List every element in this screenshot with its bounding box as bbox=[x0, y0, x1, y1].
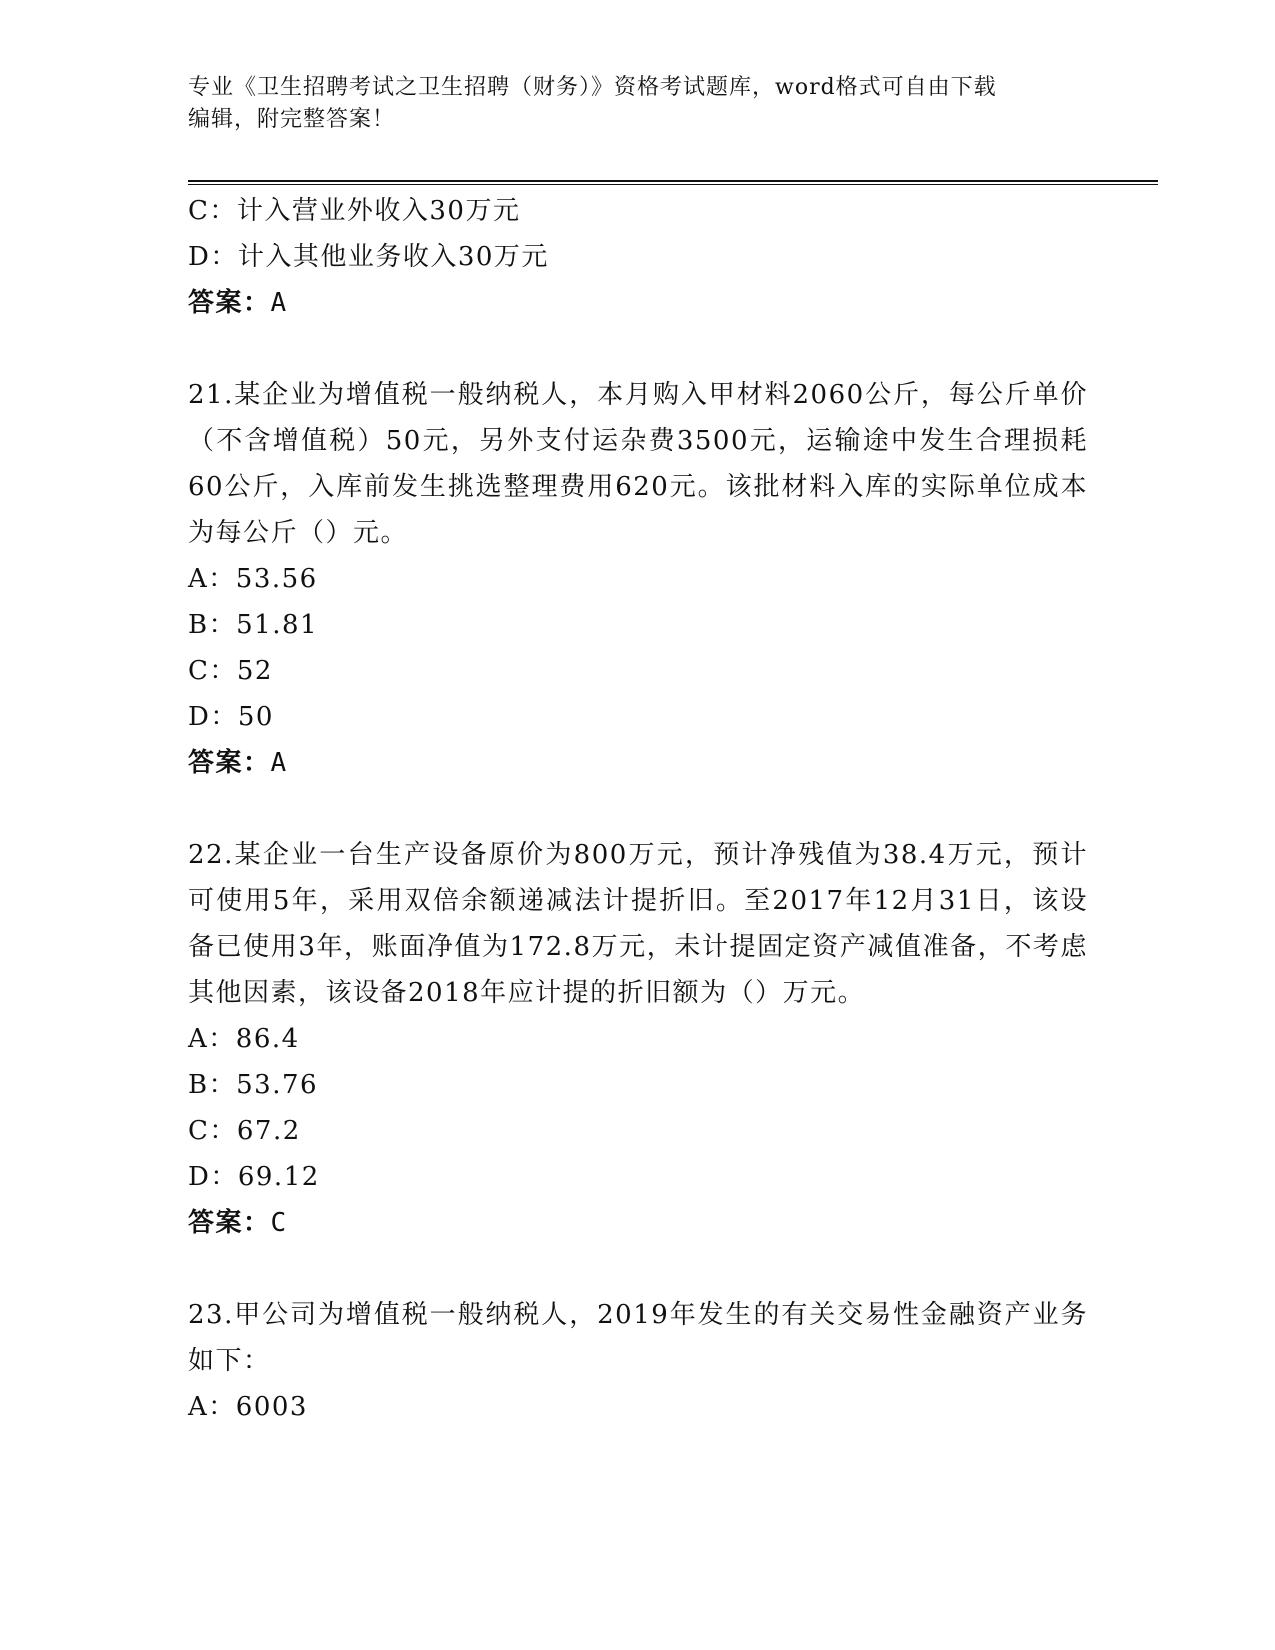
option-b: B：51.81 bbox=[188, 610, 319, 640]
header-line-2: 编辑，附完整答案！ bbox=[188, 107, 396, 132]
option-d: D：计入其他业务收入30万元 bbox=[188, 242, 549, 272]
answer-line bbox=[188, 1200, 1088, 1246]
previous-question-tail bbox=[188, 188, 1088, 326]
answer-value: C bbox=[270, 1208, 288, 1238]
question-21 bbox=[188, 372, 1088, 786]
option-d: D：69.12 bbox=[188, 1162, 320, 1192]
option-c: C：计入营业外收入30万元 bbox=[188, 196, 521, 226]
answer-line bbox=[188, 740, 1088, 786]
answer-label: 答案： bbox=[188, 748, 271, 778]
question-22 bbox=[188, 832, 1088, 1246]
answer-label: 答案： bbox=[188, 288, 271, 318]
question-21-text: 21.某企业为增值税一般纳税人，本月购入甲材料2060公斤，每公斤单价（不含增值税）50元，另外支付运杂费3500元，运输途中发生合理损耗60公斤，入库前发生挑选整理费用620元。该批材料入库的实际单位成本为每公斤（）元。 bbox=[188, 380, 1088, 548]
header-line-1: 专业《卫生招聘考试之卫生招聘（财务）》资格考试题库，word格式可自由下载 bbox=[188, 75, 997, 100]
answer-label: 答案： bbox=[188, 1208, 271, 1238]
answer-line bbox=[188, 280, 1088, 326]
answer-value: A bbox=[270, 288, 288, 318]
option-a: A：6003 bbox=[188, 1392, 308, 1422]
answer-value: A bbox=[270, 748, 288, 778]
option-c: C：67.2 bbox=[188, 1116, 301, 1146]
document-header bbox=[188, 72, 1088, 136]
option-b: B：53.76 bbox=[188, 1070, 319, 1100]
question-22-text: 22.某企业一台生产设备原价为800万元，预计净残值为38.4万元，预计可使用5年，采用双倍余额递减法计提折旧。至2017年12月31日，该设备已使用3年，账面净值为172.8万元，未计提固定资产减值准备，不考虑其他因素，该设备2018年应计提的折旧额为（）万元。 bbox=[188, 840, 1088, 1008]
question-23-text: 23.甲公司为增值税一般纳税人，2019年发生的有关交易性金融资产业务如下： bbox=[188, 1300, 1088, 1376]
option-c: C：52 bbox=[188, 656, 273, 686]
question-23 bbox=[188, 1292, 1088, 1430]
header-divider-thin bbox=[188, 184, 1158, 185]
question-content bbox=[188, 188, 1088, 1430]
option-a: A：86.4 bbox=[188, 1024, 300, 1054]
option-d: D：50 bbox=[188, 702, 274, 732]
header-divider-thick bbox=[188, 180, 1158, 182]
option-a: A：53.56 bbox=[188, 564, 318, 594]
